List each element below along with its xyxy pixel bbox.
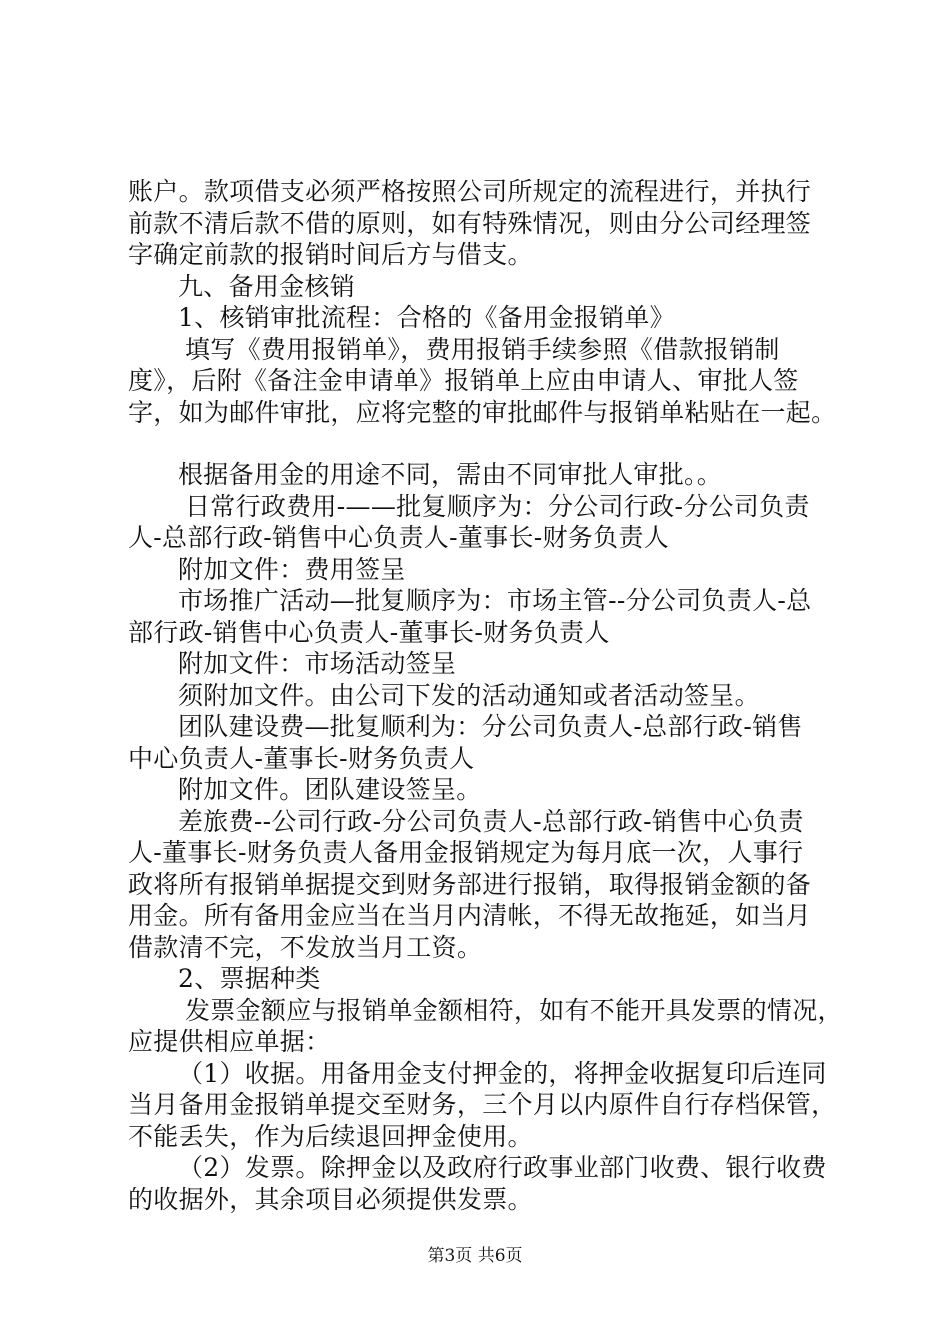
paragraph-gap	[128, 428, 838, 459]
paragraph-line: 前款不清后款不借的原则，如有特殊情况，则由分公司经理签	[128, 208, 812, 238]
paragraph-line: 人-总部行政-销售中心负责人-董事长-财务负责人	[128, 523, 669, 552]
paragraph-line: 字，如为邮件审批，应将完整的审批邮件与报销单粘贴在一起。	[128, 397, 837, 427]
paragraph-line: 团队建设费—批复顺利为：分公司负责人-总部行政-销售	[178, 712, 803, 741]
paragraph-line: 中心负责人-董事长-财务负责人	[128, 743, 475, 773]
paragraph-line: 附加文件：市场活动签呈	[178, 649, 457, 678]
paragraph-line: 填写《费用报销单》，费用报销手续参照《借款报销制	[185, 334, 780, 364]
paragraph-line: 应提供相应单据：	[128, 1027, 331, 1056]
paragraph-line: （2）发票。除押金以及政府行政事业部门收费、银行收费	[178, 1153, 827, 1182]
section-heading: 九、备用金核销	[178, 271, 356, 301]
paragraph-line: 附加文件。团队建设签呈。	[178, 775, 482, 804]
paragraph-line: 不能丢失，作为后续退回押金使用。	[128, 1121, 533, 1151]
paragraph-line: 部行政-销售中心负责人-董事长-财务负责人	[128, 617, 610, 647]
paragraph-line: 字确定前款的报销时间后方与借支。	[128, 240, 533, 269]
paragraph-line: 度》，后附《备注金申请单》报销单上应由申请人、审批人签	[128, 366, 799, 395]
paragraph-line: 差旅费--公司行政-分公司负责人-总部行政-销售中心负责	[178, 806, 804, 836]
paragraph-line: 当月备用金报销单提交至财务，三个月以内原件自行存档保管，	[128, 1090, 837, 1119]
paragraph-line: 政将所有报销单据提交到财务部进行报销，取得报销金额的备	[128, 869, 812, 899]
paragraph-line: 账户。款项借支必须严格按照公司所规定的流程进行，并执行	[128, 177, 812, 206]
paragraph-line: 人-董事长-财务负责人备用金报销规定为每月底一次，人事行	[128, 838, 804, 867]
paragraph-line: （1）收据。用备用金支付押金的，将押金收据复印后连同	[178, 1058, 827, 1088]
paragraph-line: 的收据外，其余项目必须提供发票。	[128, 1184, 533, 1214]
paragraph-line: 附加文件：费用签呈	[178, 554, 406, 584]
paragraph-line: 市场推广活动—批复顺序为：市场主管--分公司负责人-总	[178, 586, 812, 615]
subsection-heading: 1、核销审批流程：合格的《备用金报销单》	[178, 303, 675, 332]
paragraph-line: 日常行政费用-——批复顺序为：分公司行政-分公司负责	[185, 491, 810, 521]
subsection-heading: 2、票据种类	[178, 964, 321, 993]
paragraph-line: 用金。所有备用金应当在当月内清帐，不得无故拖延，如当月	[128, 901, 812, 930]
page-footer: 第3页 共6页	[427, 1246, 523, 1266]
document-body	[128, 176, 843, 1215]
paragraph-line: 根据备用金的用途不同，需由不同审批人审批。。	[178, 460, 723, 489]
paragraph-line: 发票金额应与报销单金额相符，如有不能开具发票的情况，	[185, 995, 843, 1025]
paragraph-line: 须附加文件。由公司下发的活动通知或者活动签呈。	[178, 680, 760, 710]
paragraph-line: 借款清不完，不发放当月工资。	[128, 932, 483, 962]
